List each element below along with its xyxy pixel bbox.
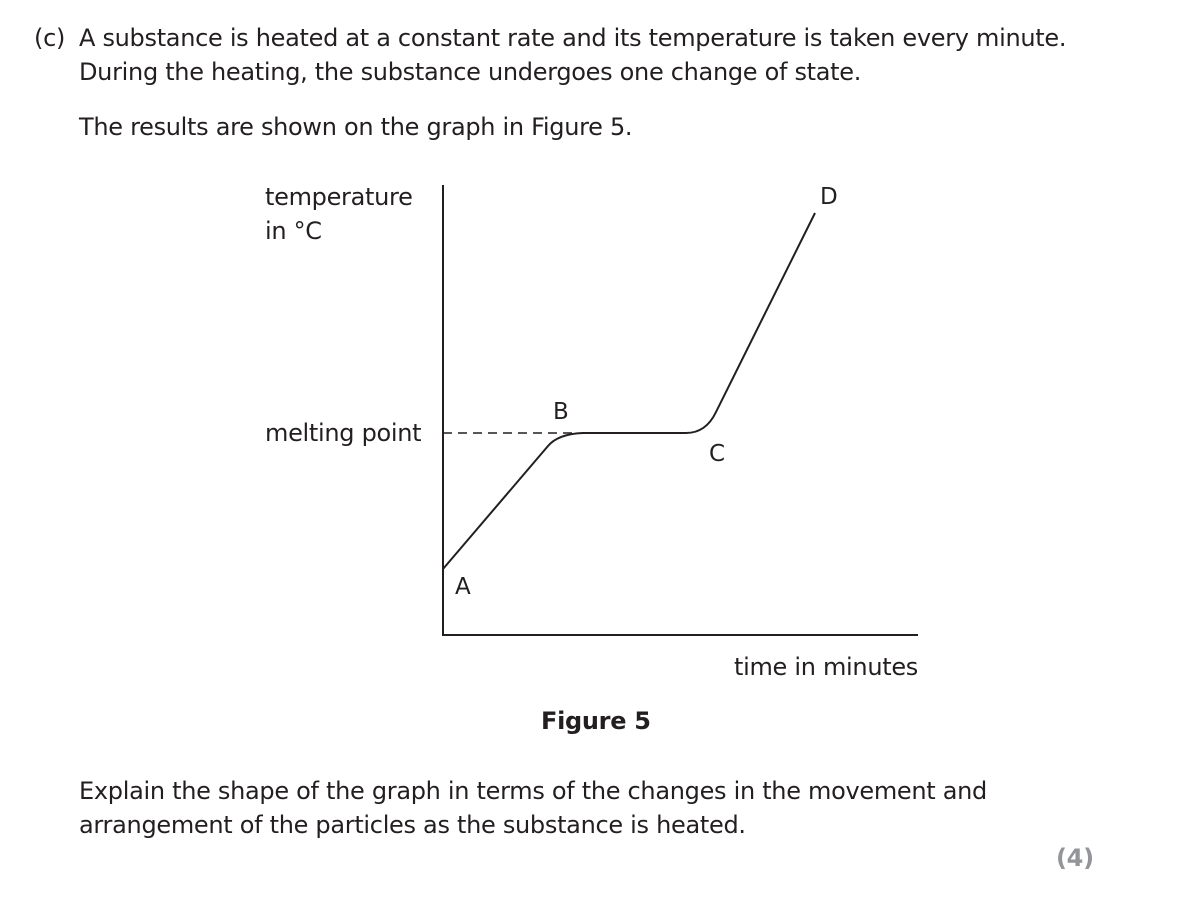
heating-curve bbox=[443, 213, 815, 569]
x-axis-label: time in minutes bbox=[734, 653, 919, 681]
point-label-d: D bbox=[820, 184, 838, 210]
marks-label: (4) bbox=[1056, 844, 1094, 872]
prompt-line-2: arrangement of the particles as the substance is heated. bbox=[79, 811, 746, 839]
point-label-b: B bbox=[553, 399, 569, 425]
melting-point-label: melting point bbox=[265, 419, 422, 447]
figure-caption: Figure 5 bbox=[541, 707, 651, 735]
point-label-a: A bbox=[455, 574, 471, 600]
question-part-label: (c) bbox=[34, 24, 66, 52]
y-axis-label-line-2: in °C bbox=[265, 217, 322, 245]
y-axis-label-line-1: temperature bbox=[265, 183, 413, 211]
question-line-2: During the heating, the substance undergoes one change of state. bbox=[79, 58, 862, 86]
question-line-1: A substance is heated at a constant rate and its temperature is taken every minute. bbox=[79, 24, 1067, 52]
prompt-line-1: Explain the shape of the graph in terms of the changes in the movement and bbox=[79, 777, 987, 805]
question-line-3: The results are shown on the graph in Figure 5. bbox=[79, 113, 633, 141]
point-label-c: C bbox=[709, 441, 726, 467]
